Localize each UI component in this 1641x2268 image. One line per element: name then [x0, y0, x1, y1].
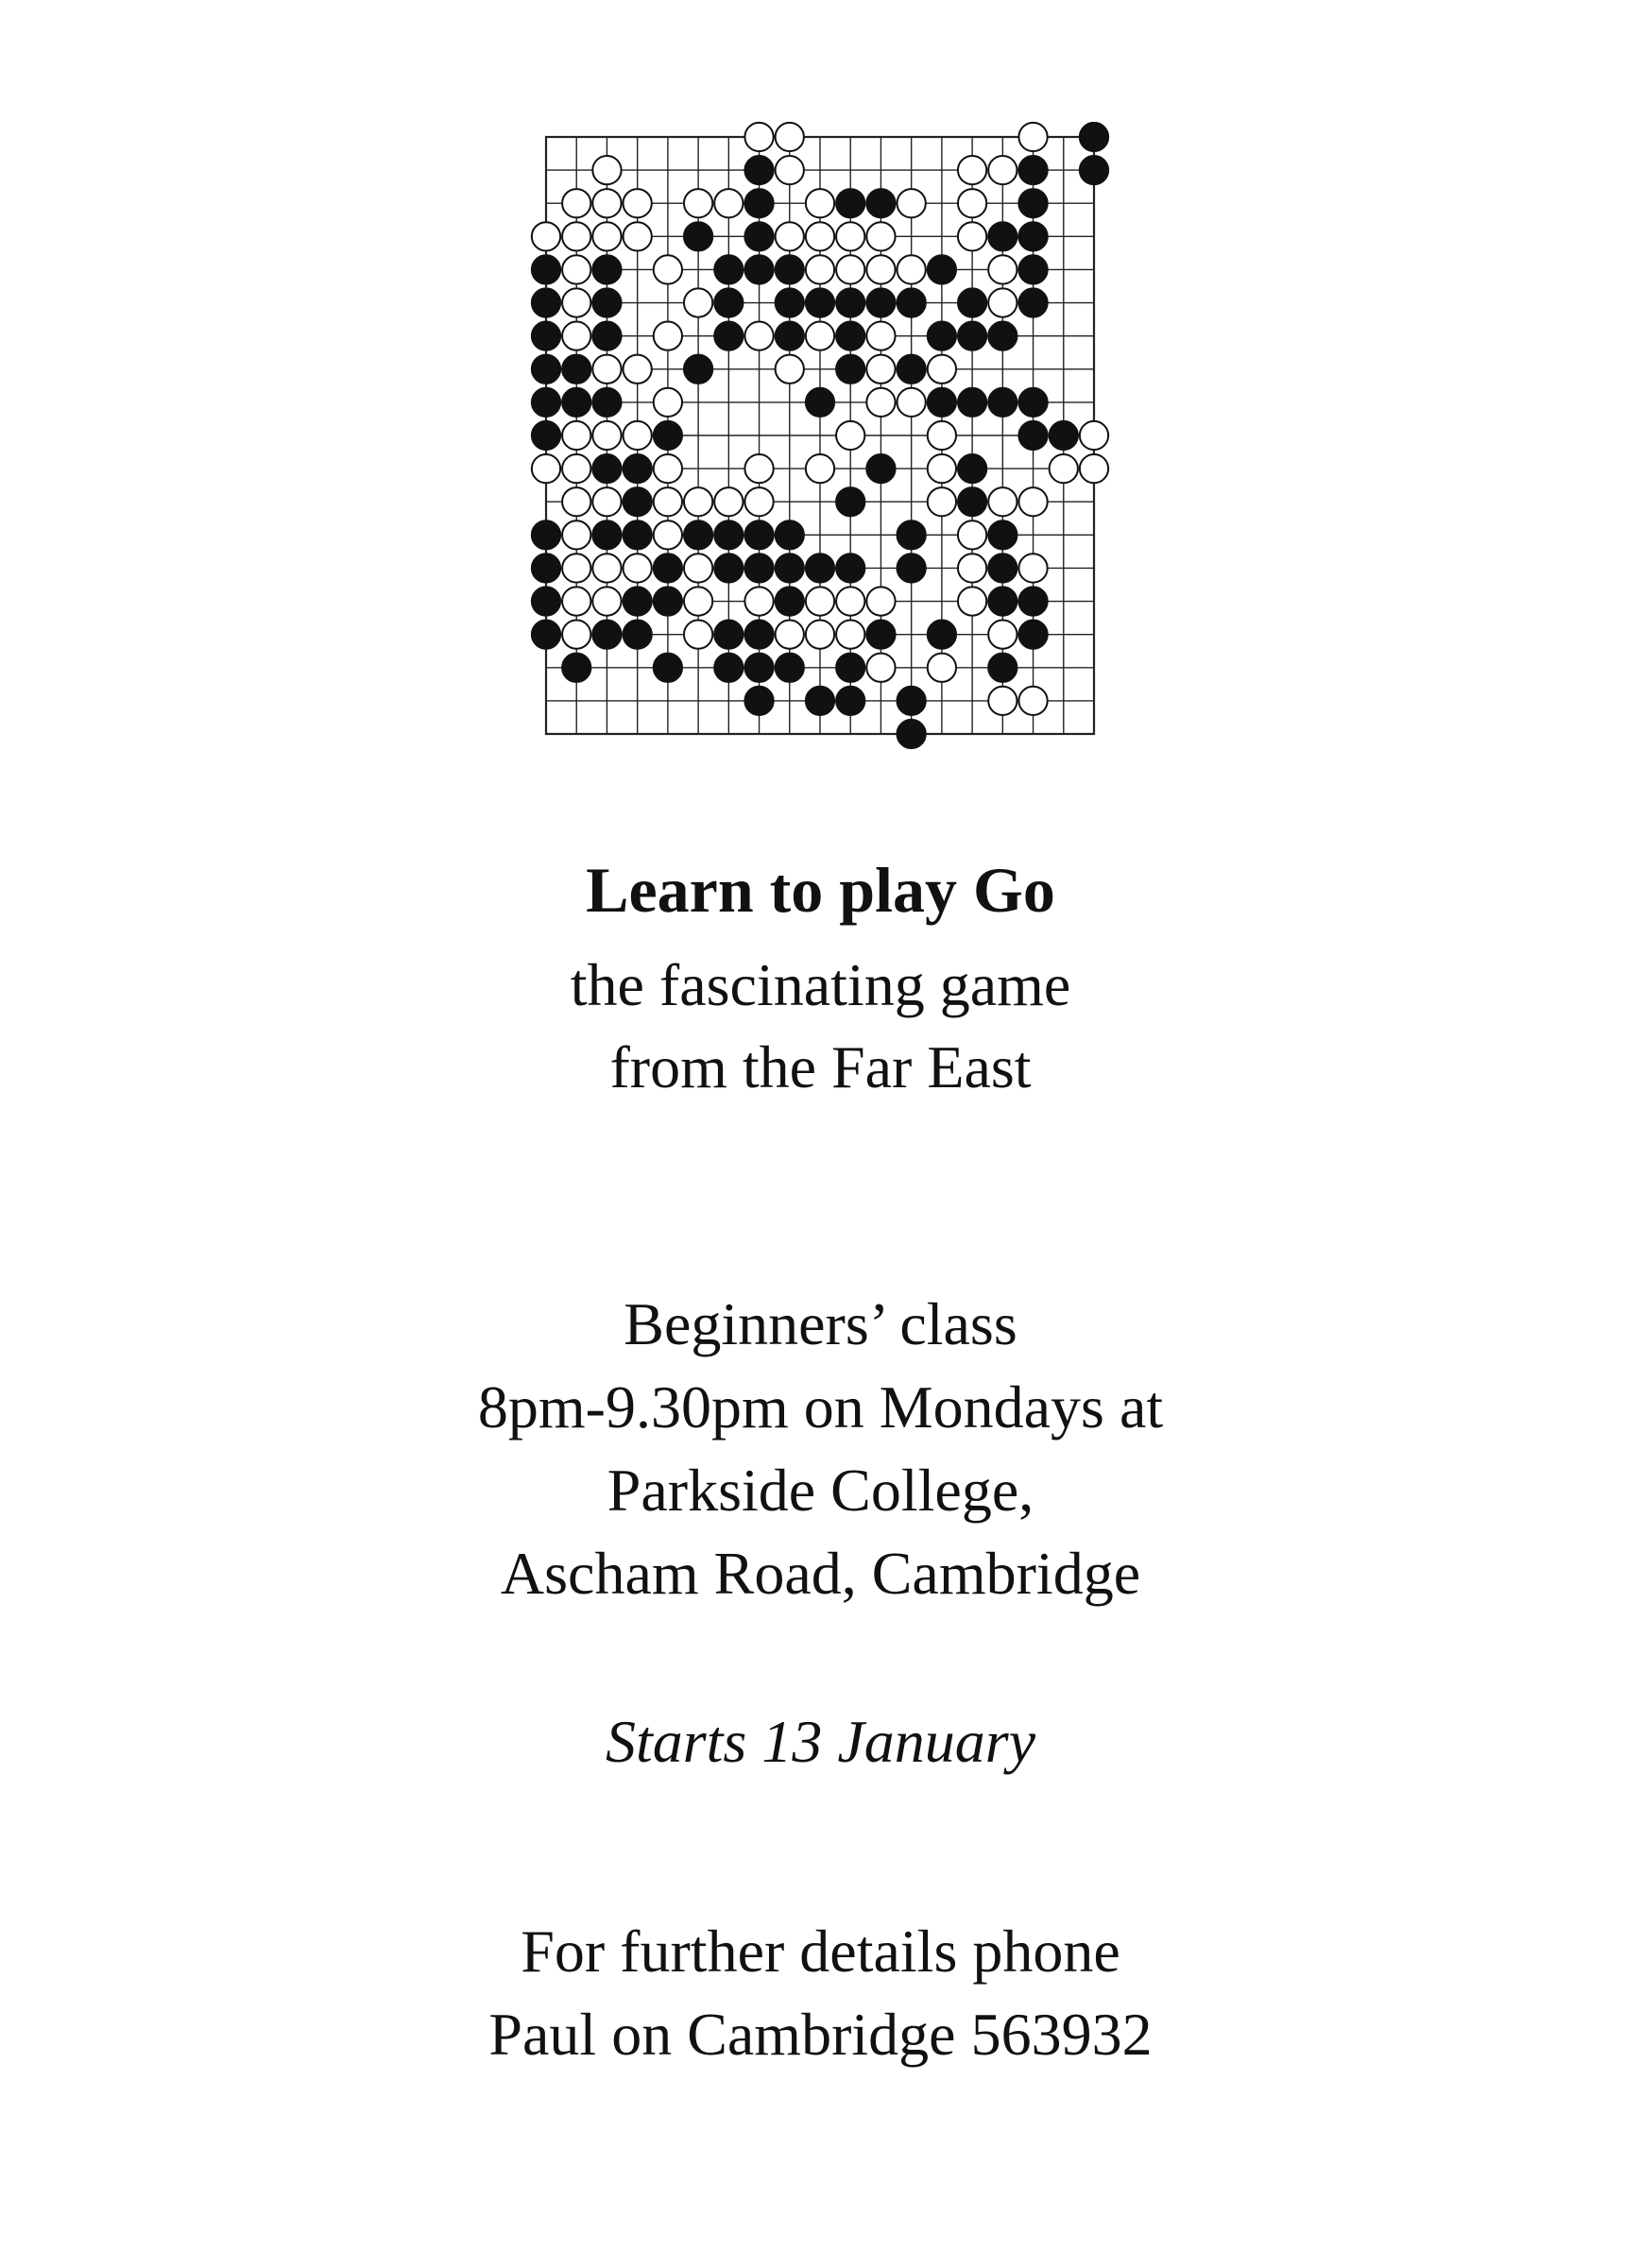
white-stone: [776, 156, 804, 184]
black-stone: [776, 587, 804, 615]
black-stone: [988, 554, 1017, 582]
black-stone: [836, 687, 864, 715]
black-stone: [744, 687, 773, 715]
white-stone: [958, 587, 986, 615]
black-stone: [958, 288, 986, 316]
class-info-line-1: Beginners’ class: [624, 1290, 1017, 1357]
black-stone: [806, 687, 834, 715]
black-stone: [836, 487, 864, 516]
black-stone: [592, 255, 621, 283]
black-stone: [744, 554, 773, 582]
black-stone: [1018, 621, 1047, 649]
white-stone: [562, 621, 590, 649]
black-stone: [928, 621, 956, 649]
black-stone: [532, 421, 560, 450]
black-stone: [744, 222, 773, 250]
go-board-diagram: [534, 123, 1114, 758]
white-stone: [836, 421, 864, 450]
white-stone: [684, 487, 712, 516]
white-stone: [624, 189, 652, 217]
black-stone: [532, 587, 560, 615]
black-stone: [562, 388, 590, 417]
black-stone: [592, 621, 621, 649]
white-stone: [1080, 421, 1108, 450]
white-stone: [866, 255, 895, 283]
black-stone: [624, 621, 652, 649]
white-stone: [562, 255, 590, 283]
black-stone: [866, 621, 895, 649]
white-stone: [592, 421, 621, 450]
white-stone: [744, 322, 773, 350]
white-stone: [562, 587, 590, 615]
black-stone: [532, 520, 560, 549]
white-stone: [562, 288, 590, 316]
white-stone: [836, 255, 864, 283]
black-stone: [744, 621, 773, 649]
white-stone: [866, 355, 895, 384]
white-stone: [624, 222, 652, 250]
white-stone: [684, 587, 712, 615]
black-stone: [744, 255, 773, 283]
black-stone: [624, 454, 652, 483]
black-stone: [897, 520, 926, 549]
black-stone: [532, 288, 560, 316]
black-stone: [958, 388, 986, 417]
white-stone: [562, 520, 590, 549]
black-stone: [1018, 255, 1047, 283]
white-stone: [928, 454, 956, 483]
white-stone: [684, 621, 712, 649]
white-stone: [806, 189, 834, 217]
white-stone: [776, 222, 804, 250]
white-stone: [684, 189, 712, 217]
white-stone: [684, 554, 712, 582]
white-stone: [592, 355, 621, 384]
go-board-svg: [534, 123, 1114, 758]
black-stone: [684, 222, 712, 250]
white-stone: [592, 487, 621, 516]
white-stone: [654, 487, 682, 516]
white-stone: [562, 554, 590, 582]
black-stone: [897, 720, 926, 748]
white-stone: [592, 222, 621, 250]
white-stone: [714, 487, 743, 516]
black-stone: [592, 288, 621, 316]
black-stone: [1018, 222, 1047, 250]
black-stone: [562, 654, 590, 682]
white-stone: [958, 189, 986, 217]
black-stone: [776, 654, 804, 682]
black-stone: [958, 487, 986, 516]
black-stone: [836, 288, 864, 316]
black-stone: [714, 322, 743, 350]
black-stone: [897, 554, 926, 582]
contact-line-1: For further details phone: [521, 1918, 1120, 1985]
white-stone: [592, 156, 621, 184]
black-stone: [714, 554, 743, 582]
black-stone: [654, 421, 682, 450]
white-stone: [866, 654, 895, 682]
black-stone: [532, 554, 560, 582]
black-stone: [714, 520, 743, 549]
white-stone: [532, 222, 560, 250]
black-stone: [684, 520, 712, 549]
white-stone: [928, 654, 956, 682]
white-stone: [776, 123, 804, 151]
white-stone: [624, 554, 652, 582]
white-stone: [532, 454, 560, 483]
start-date: Starts 13 January: [605, 1708, 1036, 1775]
black-stone: [988, 388, 1017, 417]
black-stone: [744, 520, 773, 549]
black-stone: [776, 554, 804, 582]
black-stone: [1080, 156, 1108, 184]
white-stone: [836, 222, 864, 250]
white-stone: [592, 189, 621, 217]
white-stone: [897, 255, 926, 283]
black-stone: [532, 388, 560, 417]
white-stone: [958, 554, 986, 582]
white-stone: [806, 322, 834, 350]
black-stone: [1018, 156, 1047, 184]
white-stone: [928, 487, 956, 516]
white-stone: [562, 421, 590, 450]
white-stone: [592, 554, 621, 582]
white-stone: [744, 487, 773, 516]
black-stone: [532, 621, 560, 649]
white-stone: [806, 587, 834, 615]
black-stone: [532, 355, 560, 384]
class-info-line-2: 8pm-9.30pm on Mondays at: [477, 1373, 1164, 1441]
white-stone: [988, 687, 1017, 715]
white-stone: [806, 222, 834, 250]
black-stone: [897, 288, 926, 316]
black-stone: [1050, 421, 1078, 450]
white-stone: [897, 189, 926, 217]
class-info-line-3: Parkside College,: [607, 1457, 1034, 1524]
black-stone: [624, 520, 652, 549]
black-stone: [592, 322, 621, 350]
black-stone: [776, 288, 804, 316]
white-stone: [866, 388, 895, 417]
black-stone: [776, 255, 804, 283]
black-stone: [776, 322, 804, 350]
black-stone: [988, 322, 1017, 350]
white-stone: [562, 454, 590, 483]
flyer-title: Learn to play Go: [586, 854, 1055, 926]
black-stone: [988, 587, 1017, 615]
white-stone: [1018, 123, 1047, 151]
black-stone: [714, 621, 743, 649]
white-stone: [928, 355, 956, 384]
black-stone: [714, 255, 743, 283]
white-stone: [958, 520, 986, 549]
white-stone: [654, 255, 682, 283]
black-stone: [836, 554, 864, 582]
class-info-line-4: Ascham Road, Cambridge: [500, 1540, 1141, 1607]
black-stone: [562, 355, 590, 384]
black-stone: [624, 587, 652, 615]
black-stone: [592, 520, 621, 549]
white-stone: [654, 322, 682, 350]
black-stone: [836, 322, 864, 350]
black-stone: [988, 654, 1017, 682]
white-stone: [897, 388, 926, 417]
black-stone: [928, 255, 956, 283]
black-stone: [744, 156, 773, 184]
black-stone: [866, 288, 895, 316]
black-stone: [988, 520, 1017, 549]
black-stone: [836, 355, 864, 384]
white-stone: [562, 322, 590, 350]
black-stone: [532, 255, 560, 283]
black-stone: [714, 654, 743, 682]
black-stone: [744, 654, 773, 682]
black-stone: [776, 520, 804, 549]
black-stone: [928, 388, 956, 417]
black-stone: [836, 654, 864, 682]
white-stone: [1018, 554, 1047, 582]
black-stone: [714, 288, 743, 316]
white-stone: [654, 454, 682, 483]
white-stone: [988, 255, 1017, 283]
black-stone: [988, 222, 1017, 250]
white-stone: [866, 322, 895, 350]
black-stone: [866, 454, 895, 483]
white-stone: [958, 156, 986, 184]
black-stone: [897, 687, 926, 715]
white-stone: [744, 587, 773, 615]
white-stone: [988, 288, 1017, 316]
white-stone: [866, 587, 895, 615]
white-stone: [744, 123, 773, 151]
white-stone: [654, 520, 682, 549]
black-stone: [1018, 388, 1047, 417]
white-stone: [1018, 487, 1047, 516]
contact-line-2: Paul on Cambridge 563932: [488, 2001, 1153, 2068]
white-stone: [562, 189, 590, 217]
white-stone: [562, 222, 590, 250]
black-stone: [592, 454, 621, 483]
white-stone: [624, 421, 652, 450]
black-stone: [1018, 288, 1047, 316]
white-stone: [988, 156, 1017, 184]
white-stone: [684, 288, 712, 316]
white-stone: [714, 189, 743, 217]
black-stone: [684, 355, 712, 384]
black-stone: [624, 487, 652, 516]
white-stone: [928, 421, 956, 450]
white-stone: [836, 587, 864, 615]
white-stone: [806, 454, 834, 483]
white-stone: [744, 454, 773, 483]
white-stone: [624, 355, 652, 384]
black-stone: [654, 554, 682, 582]
black-stone: [654, 587, 682, 615]
black-stone: [592, 388, 621, 417]
black-stone: [744, 189, 773, 217]
black-stone: [806, 288, 834, 316]
white-stone: [1050, 454, 1078, 483]
white-stone: [776, 355, 804, 384]
black-stone: [1018, 587, 1047, 615]
flyer-subtitle-line-1: the fascinating game: [570, 951, 1071, 1018]
white-stone: [806, 621, 834, 649]
white-stone: [654, 388, 682, 417]
black-stone: [836, 189, 864, 217]
white-stone: [836, 621, 864, 649]
flyer-subtitle-line-2: from the Far East: [609, 1033, 1032, 1100]
black-stone: [866, 189, 895, 217]
white-stone: [592, 587, 621, 615]
black-stone: [654, 654, 682, 682]
black-stone: [806, 554, 834, 582]
white-stone: [562, 487, 590, 516]
black-stone: [958, 322, 986, 350]
black-stone: [897, 355, 926, 384]
black-stone: [806, 388, 834, 417]
black-stone: [1018, 421, 1047, 450]
white-stone: [776, 621, 804, 649]
white-stone: [1018, 687, 1047, 715]
black-stone: [1018, 189, 1047, 217]
white-stone: [866, 222, 895, 250]
white-stone: [988, 487, 1017, 516]
black-stone: [958, 454, 986, 483]
black-stone: [532, 322, 560, 350]
black-stone: [928, 322, 956, 350]
white-stone: [1080, 454, 1108, 483]
white-stone: [958, 222, 986, 250]
white-stone: [806, 255, 834, 283]
white-stone: [988, 621, 1017, 649]
black-stone: [1080, 123, 1108, 151]
